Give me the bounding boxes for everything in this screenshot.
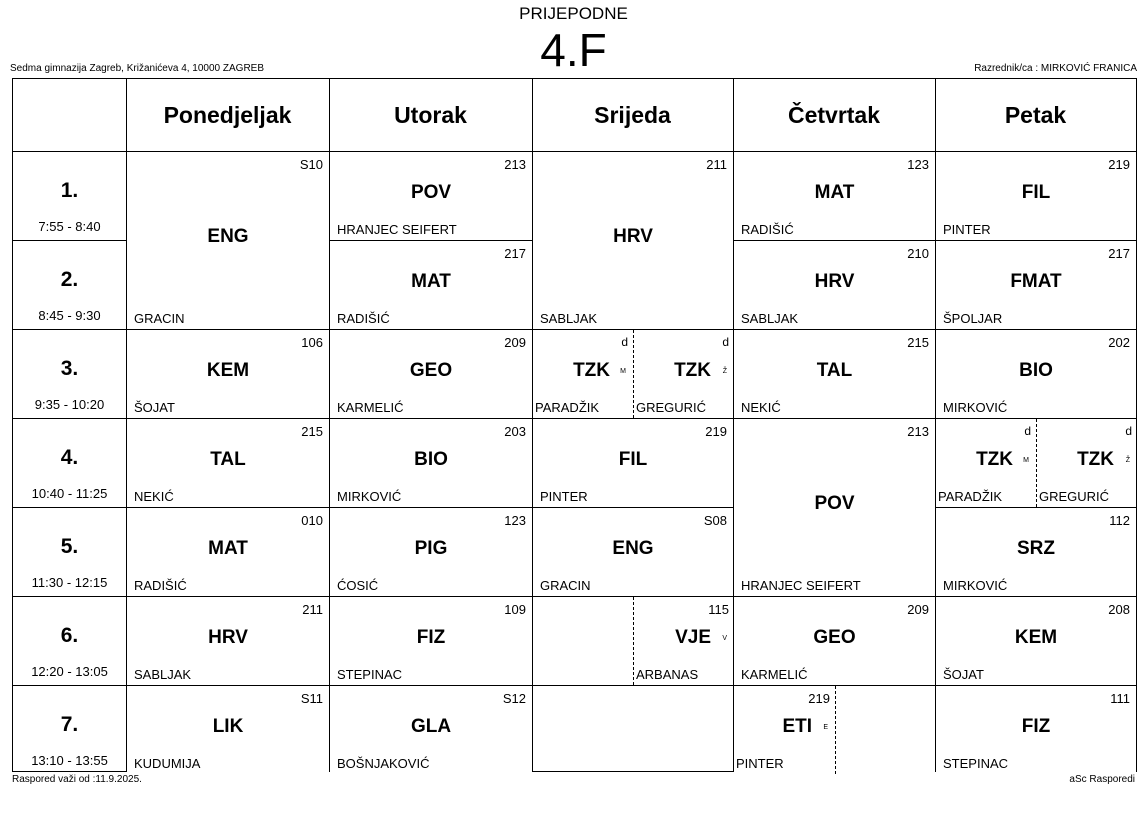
subject: BIO [414,449,448,470]
teacher: SABLJAK [134,667,192,682]
lesson-cell [533,152,733,329]
room-number: 209 [907,602,929,617]
teacher: HRANJEC SEIFERT [337,222,457,237]
teacher: NEKIĆ [741,400,781,415]
room-number: S08 [703,513,727,528]
lesson-cell [127,508,329,596]
subject: FIL [618,449,648,470]
group-label: d [722,335,729,349]
room-number: 208 [1108,602,1130,617]
subject: TAL [210,449,246,470]
lesson-cell [127,419,329,507]
subject: TZK [976,449,1013,470]
lesson-cell [734,686,935,774]
teacher: PINTER [736,756,784,771]
room-number: 109 [504,602,526,617]
subject: ETI [782,716,812,737]
group-mark: Ž [722,368,727,375]
teacher: GRACIN [134,311,185,326]
lesson-cell [734,330,935,418]
teacher: MIRKOVIĆ [943,400,1008,415]
room-number: S10 [299,157,323,172]
day-header: Utorak [394,101,467,128]
lesson-cell [330,330,532,418]
room-number: 213 [907,424,929,439]
day-header: Petak [1004,101,1067,128]
period-time: 8:45 - 9:30 [38,308,101,323]
subject: TZK [1077,449,1114,470]
subject: FIL [1021,182,1051,203]
teacher: PARADŽIK [938,489,1003,504]
period-number: 5. [60,535,79,558]
subject: POV [814,493,855,514]
subject: KEM [206,360,250,381]
lesson-cell [127,597,329,685]
subject: FIZ [416,627,446,648]
lesson-cell [330,241,532,329]
period-number: 6. [60,624,79,647]
teacher: BOŠNJAKOVIĆ [337,756,430,771]
group-mark: E [823,724,828,731]
day-header: Ponedjeljak [163,101,292,128]
group-mark: M [620,368,626,375]
subject: BIO [1019,360,1053,381]
lesson-cell [936,241,1136,329]
room-number: 215 [301,424,323,439]
subject: ENG [207,226,249,247]
room-number: 010 [301,513,323,528]
period-time: 12:20 - 13:05 [31,664,108,679]
teacher: MIRKOVIĆ [943,578,1008,593]
lesson-cell [734,597,935,685]
subject: MAT [814,182,855,203]
teacher: ARBANAS [636,667,699,682]
lesson-cell [330,419,532,507]
lesson-cell [734,241,935,329]
group-label: d [1125,424,1132,438]
room-number: 217 [504,246,526,261]
teacher: ŠOJAT [134,400,175,415]
room-number: 215 [907,335,929,350]
subject: LIK [212,716,244,737]
lesson-cell [330,597,532,685]
room-number: 209 [504,335,526,350]
teacher: MIRKOVIĆ [337,489,402,504]
subject: SRZ [1017,538,1055,559]
lesson-group [1037,419,1136,507]
class-teacher: Razrednik/ca : MIRKOVIĆ FRANICA [974,63,1137,74]
teacher: PINTER [540,489,588,504]
subject: KEM [1014,627,1058,648]
lesson-cell [330,686,532,774]
lesson-cell [936,152,1136,240]
group-label: 219 [808,691,830,706]
period-number: 1. [60,179,79,202]
room-number: 211 [302,602,323,617]
lesson-group [533,330,632,418]
period-time: 13:10 - 13:55 [31,753,108,768]
room-number: 203 [504,424,526,439]
timetable-grid [12,78,1137,772]
room-number: 213 [504,157,526,172]
teacher: RADIŠIĆ [337,311,390,326]
lesson-cell [533,419,733,507]
subject: TAL [816,360,853,381]
period-time: 9:35 - 10:20 [34,397,105,412]
teacher: RADIŠIĆ [134,578,187,593]
teacher: HRANJEC SEIFERT [741,578,861,593]
group-mark: Ž [1125,457,1130,464]
teacher: ŠOJAT [943,667,984,682]
period-time: 10:40 - 11:25 [31,486,108,501]
lesson-cell [127,686,329,774]
period-time: 7:55 - 8:40 [38,219,101,234]
lesson-cell [533,597,733,685]
lesson-cell [127,330,329,418]
lesson-cell [330,152,532,240]
lesson-cell [533,330,733,418]
lesson-cell [734,152,935,240]
room-number: 217 [1108,246,1130,261]
software-credit: aSc Rasporedi [1069,774,1135,785]
teacher: STEPINAC [943,756,1009,771]
room-number: 112 [1109,513,1130,528]
lesson-group [634,597,733,685]
group-label: d [621,335,628,349]
subject: FIZ [1021,716,1051,737]
subject: GEO [813,627,856,648]
lesson-cell [936,330,1136,418]
valid-from: Raspored važi od :11.9.2025. [12,774,142,785]
subject: FMAT [1010,271,1062,292]
lesson-group [936,419,1035,507]
room-number: 211 [706,157,727,172]
room-number: S11 [300,691,323,706]
room-number: 219 [1108,157,1130,172]
subject: GEO [409,360,453,381]
subject: POV [410,182,452,203]
subject: VJE [675,627,711,648]
room-number: 202 [1108,335,1130,350]
lesson-group [734,686,834,774]
room-number: 219 [705,424,727,439]
teacher: SABLJAK [741,311,799,326]
room-number: 106 [301,335,323,350]
subject: HRV [208,627,248,648]
teacher: PINTER [943,222,991,237]
teacher: GREGURIĆ [1039,489,1110,504]
teacher: KARMELIĆ [337,400,404,415]
shift-label: PRIJEPODNE [519,4,628,23]
subject: TZK [573,360,610,381]
group-label: d [1024,424,1031,438]
lesson-group [634,330,733,418]
subject: GLA [410,716,452,737]
class-name: 4.F [540,24,607,76]
lesson-cell [936,597,1136,685]
teacher: NEKIĆ [134,489,174,504]
group-mark: V [722,635,727,642]
subject: MAT [208,538,248,559]
period-number: 7. [60,713,79,736]
period-number: 3. [60,357,79,380]
teacher: RADIŠIĆ [741,222,794,237]
teacher: SABLJAK [540,311,598,326]
lesson-cell [936,419,1136,507]
subject: TZK [674,360,711,381]
day-header: Četvrtak [787,101,881,128]
school-address: Sedma gimnazija Zagreb, Križanićeva 4, 10000 ZAGREB [10,63,265,74]
teacher: GRACIN [540,578,591,593]
subject: HRV [613,226,653,247]
day-header: Srijeda [594,101,671,128]
teacher: STEPINAC [337,667,403,682]
lesson-cell [330,508,532,596]
room-number: 111 [1110,691,1130,706]
group-label: 115 [708,602,729,617]
period-number: 2. [60,268,79,291]
subject: PIG [414,538,448,559]
teacher: KARMELIĆ [741,667,808,682]
room-number: 123 [504,513,526,528]
lesson-cell [127,152,329,329]
group-divider [835,686,836,774]
subject: MAT [411,271,451,292]
room-number: 123 [907,157,929,172]
lesson-cell [734,419,935,596]
room-number: S12 [502,691,526,706]
teacher: GREGURIĆ [636,400,707,415]
lesson-cell [533,508,733,596]
period-number: 4. [60,446,79,469]
lesson-cell [936,508,1136,596]
subject: HRV [814,271,855,292]
subject: ENG [612,538,654,559]
period-time: 11:30 - 12:15 [31,575,108,590]
teacher: ĆOSIĆ [337,578,379,593]
room-number: 210 [907,246,929,261]
teacher: PARADŽIK [535,400,600,415]
group-mark: M [1023,457,1029,464]
lesson-cell [936,686,1136,774]
teacher: ŠPOLJAR [943,311,1003,326]
teacher: KUDUMIJA [134,756,201,771]
